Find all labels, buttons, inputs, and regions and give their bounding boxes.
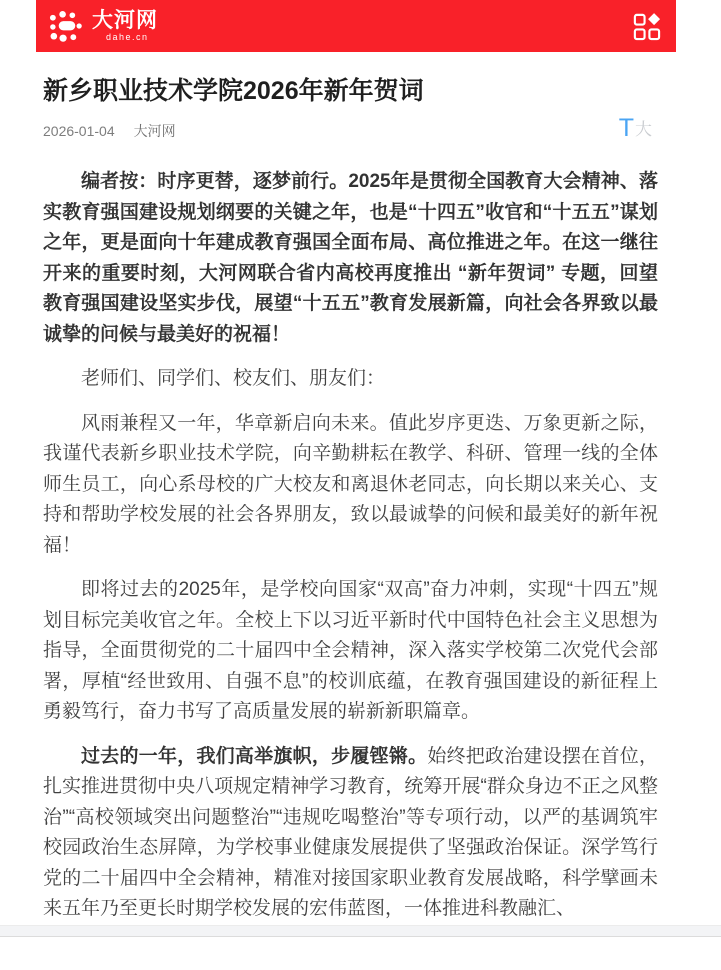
apps-grid-icon[interactable] bbox=[631, 11, 662, 42]
font-size-T-icon[interactable]: T bbox=[618, 114, 634, 142]
logo-text: 大河网 bbox=[92, 9, 158, 32]
dahe-dots-logo-icon bbox=[48, 8, 85, 45]
paragraph-text: 始终把政治建设摆在首位，扎实推进贯彻中央八项规定精神学习教育，统筹开展“群众身边不正之风整治”“高校领域突出问题整治”“违规吃喝整治”等专项行动，以严的基调筑牢校园政治生态屏障，为学校事业健康发展提供了坚强政治保证。深学笃行党的二十届四中全会精神，精准对接国家职业教育发展战略，科学擘画未来五年乃至更长时期学校发展的宏伟蓝图，一体推进科教融汇、 bbox=[43, 745, 658, 919]
font-size-da-label[interactable]: 大 bbox=[635, 120, 652, 139]
article-meta bbox=[36, 114, 676, 142]
article-source[interactable]: 大河网 bbox=[133, 123, 176, 139]
article-title: 新乡职业技术学院2026年新年贺词 bbox=[43, 77, 424, 105]
paragraph-text: 即将过去的2025年，是学校向国家“双高”奋力冲刺，实现“十四五”规划目标完美收官之年。全校上下以习近平新时代中国特色社会主义思想为指导，全面贯彻党的二十届四中全会精神，深入落实学校第二次党代会部署，厚植“经世致用、自强不息”的校训底蕴，在教育强国建设的新征程上勇毅笃行，奋力书写了高质量发展的崭新新职篇章。 bbox=[43, 579, 658, 722]
article-paragraph bbox=[43, 364, 658, 395]
horizontal-scrollbar[interactable] bbox=[0, 925, 721, 937]
paragraph-lead: 编者按：时序更替，逐梦前行。2025年是贯彻全国教育大会精神、落实教育强国建设规划纲要的关键之年，也是“十四五”收官和“十五五”谋划之年，更是面向十年建成教育强国全面布局、高位推进之年。在这一继往开来的重要时刻，大河网联合省内高校再度推出 “新年贺词” 专题，回望教育强国建设坚实步伐，展望“十五五”教育发展新篇，向社会各界致以最诚挚的问候与最美好的祝福！ bbox=[43, 171, 658, 345]
article-date: 2026-01-04 bbox=[43, 123, 115, 139]
content-column bbox=[36, 0, 676, 922]
site-logo[interactable] bbox=[48, 8, 158, 45]
article-paragraph bbox=[43, 575, 658, 728]
article-paragraph bbox=[43, 167, 658, 350]
article-paragraph bbox=[43, 409, 658, 562]
site-header bbox=[36, 0, 676, 52]
paragraph-text: 风雨兼程又一年，华章新启向未来。值此岁序更迭、万象更新之际，我谨代表新乡职业技术学院，向辛勤耕耘在教学、科研、管理一线的全体师生员工，向心系母校的广大校友和离退休老同志，向长期以来关心、支持和帮助学校发展的社会各界朋友，致以最诚挚的问候和最美好的新年祝福！ bbox=[43, 412, 658, 556]
logo-wordmark bbox=[92, 10, 158, 42]
font-size-control[interactable] bbox=[619, 115, 652, 141]
logo-subtext: dahe.cn bbox=[106, 32, 149, 42]
paragraph-lead: 过去的一年，我们高举旗帜，步履铿锵。 bbox=[81, 745, 428, 767]
article-body bbox=[36, 167, 676, 922]
paragraph-text: 老师们、同学们、校友们、朋友们： bbox=[81, 368, 386, 389]
article-paragraph bbox=[43, 742, 658, 923]
